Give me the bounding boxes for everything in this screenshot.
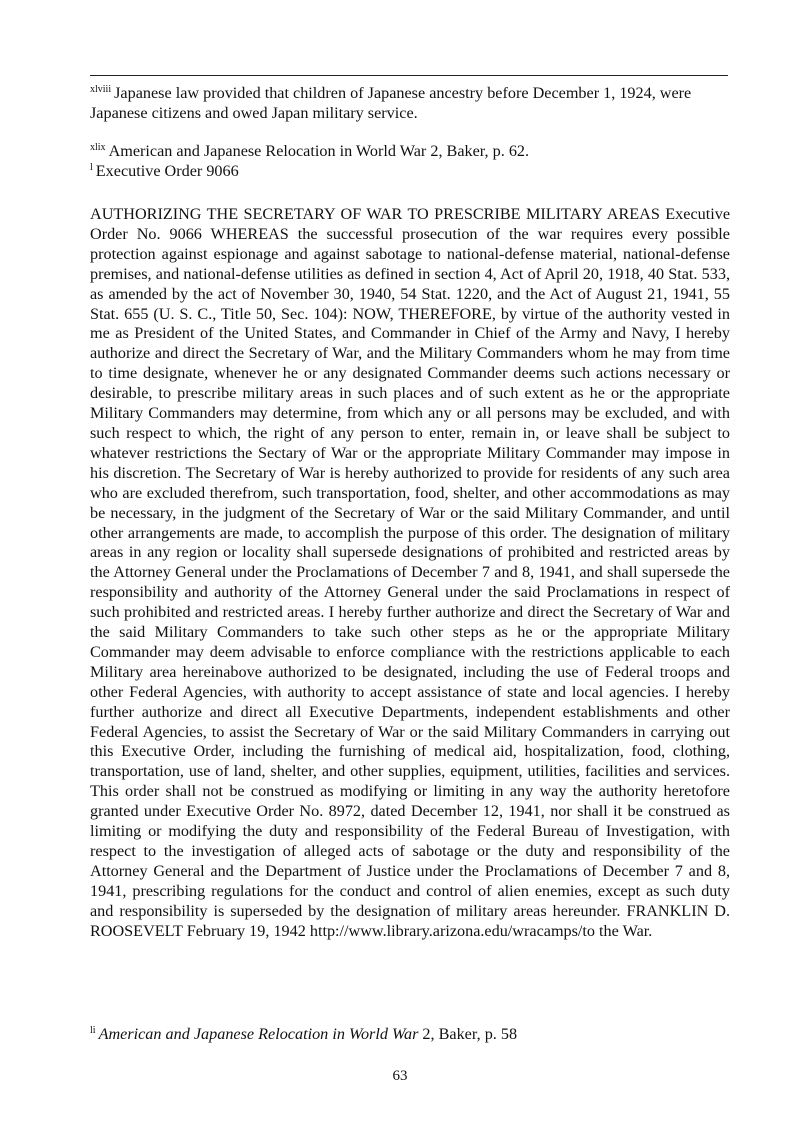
footnote-citation: 2, Baker, p. 58 bbox=[418, 1025, 518, 1043]
footnote-separator-rule bbox=[90, 75, 728, 76]
footnote-marker: l bbox=[90, 161, 93, 173]
footnote-text: Executive Order 9066 bbox=[95, 162, 239, 180]
footnote-xlviii bbox=[90, 83, 730, 123]
footnote-marker: xlviii bbox=[90, 83, 112, 95]
footnote-marker: li bbox=[90, 1024, 96, 1036]
executive-order-text: AUTHORIZING THE SECRETARY OF WAR TO PRESCRIBE MILITARY AREAS Executive Order No. 9066 WHEREAS the successful prosecution of the war requires every possible protection against espionage and against sabotage to national-defense material, national-defense premises, and national-defense utilities as defined in section 4, Act of April 20, 1918, 40 Stat. 533, as amended by the act of November 30, 1940, 54 Stat. 1220, and the Act of August 21, 1941, 55 Stat. 655 (U. S. C., Title 50, Sec. 104): NOW, THEREFORE, by virtue of the authority vested in me as President of the United States, and Commander in Chief of the Army and Navy, I hereby authorize and direct the Secretary of War, and the Military Commanders whom he may from time to time designate, whenever he or any designated Commander deems such actions necessary or desirable, to prescribe military areas in such places and of such extent as he or the appropriate Military Commanders may determine, from which any or all persons may be excluded, and with such respect to which, the right of any person to enter, remain in, or leave shall be subject to whatever restrictions the Sectary of War or the appropriate Military Commander may impose in his discretion. The Secretary of War is hereby authorized to provide for residents of any such area who are excluded therefrom, such transportation, food, shelter, and other accommodations as may be necessary, in the judgment of the Secretary of War or the said Military Commander, and until other arrangements are made, to accomplish the purpose of this order. The designation of military areas in any region or locality shall supersede designations of prohibited and restricted areas by the Attorney General under the Proclamations of December 7 and 8, 1941, and shall supersede the responsibility and authority of the Attorney General under the said Proclamations in respect of such prohibited and restricted areas. I hereby further authorize and direct the Secretary of War and the said Military Commanders to take such other steps as he or the appropriate Military Commander may deem advisable to enforce compliance with the restrictions applicable to each Military area hereinabove authorized to be designated, including the use of Federal troops and other Federal Agencies, with authority to accept assistance of state and local agencies. I hereby further authorize and direct all Executive Departments, independent establishments and other Federal Agencies, to assist the Secretary of War or the said Military Commanders in carrying out this Executive Order, including the furnishing of medical aid, hospitalization, food, clothing, transportation, use of land, shelter, and other supplies, equipment, utilities, facilities and services. This order shall not be construed as modifying or limiting in any way the authority heretofore granted under Executive Order No. 8972, dated December 12, 1941, nor shall it be construed as limiting or modifying the duty and responsibility of the Federal Bureau of Investigation, with respect to the investigation of alleged acts of sabotage or the duty and responsibility of the Attorney General and the Department of Justice under the Proclamations of December 7 and 8, 1941, prescribing regulations for the conduct and control of alien enemies, except as such duty and responsibility is superseded by the designation of military areas hereunder. FRANKLIN D. ROOSEVELT February 19, 1942 http://www.library.arizona.edu/wracamps/to the War. bbox=[90, 205, 730, 940]
footnote-l bbox=[90, 161, 730, 181]
footnote-xlix bbox=[90, 141, 730, 161]
footnote-text: Japanese law provided that children of Japanese ancestry before December 1, 1924, were Japanese citizens and owed Japan military service. bbox=[90, 84, 692, 122]
page-number: 63 bbox=[392, 1068, 408, 1084]
footnote-title-italic: American and Japanese Relocation in World War bbox=[98, 1025, 419, 1043]
footnote-marker: xlix bbox=[90, 141, 106, 153]
footnote-li bbox=[90, 1024, 730, 1044]
footnote-text: American and Japanese Relocation in World War 2, Baker, p. 62. bbox=[108, 142, 530, 160]
